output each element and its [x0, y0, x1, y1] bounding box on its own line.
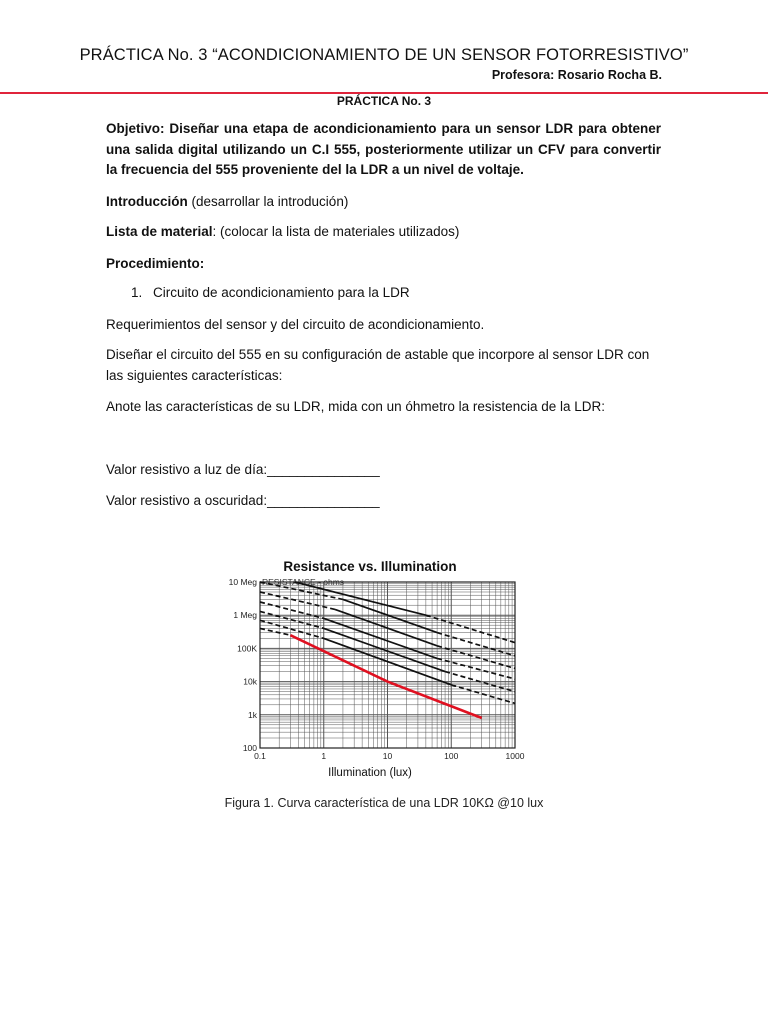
chart-x-tick-label: 1000	[505, 751, 525, 761]
chart-y-tick-label: 10k	[243, 676, 257, 687]
day-resistance-line: Valor resistivo a luz de día:_______________	[106, 462, 380, 477]
resistance-illumination-chart	[215, 552, 535, 784]
intro-line	[106, 192, 661, 213]
chart-y-tick-label: 10 Meg	[228, 577, 257, 587]
chart-y-tick-label: 100K	[237, 643, 257, 654]
chart-title: Resistance vs. Illumination	[283, 559, 457, 574]
figure-caption: Figura 1. Curva característica de una LDR 10KΩ @10 lux	[224, 796, 544, 810]
requirements-line: Requerimientos del sensor y del circuito de acondicionamiento.	[106, 317, 485, 332]
list-item-text: Circuito de acondicionamiento para la LDR	[153, 285, 410, 300]
chart-y-ticks	[229, 577, 258, 753]
list-item	[131, 285, 410, 300]
chart-x-tick-label: 100	[444, 751, 459, 761]
chart-x-tick-label: 0.1	[254, 751, 266, 761]
chart-y-axis-label: RESISTANCE - ohms	[262, 577, 345, 587]
chart-series-c6-ext2	[451, 685, 515, 704]
chart-x-tick-label: 1	[321, 751, 327, 761]
materials-text: : (colocar la lista de materiales utilizados)	[212, 224, 460, 239]
chart-series-c3-ext2	[437, 646, 515, 669]
procedure-heading: Procedimiento:	[106, 256, 205, 271]
dark-resistance-line: Valor resistivo a oscuridad:_______________	[106, 493, 380, 508]
chart-x-ticks	[254, 751, 525, 761]
list-number: 1.	[131, 285, 143, 300]
materials-line	[106, 222, 661, 243]
chart-series-c2-ext	[343, 599, 437, 632]
chart-y-tick-label: 1k	[248, 709, 257, 720]
chart-x-tick-label: 10	[382, 751, 393, 761]
chart-series-c7	[260, 628, 290, 635]
chart-y-tick-label: 1 Meg	[233, 610, 257, 621]
intro-text: (desarrollar la introdución)	[187, 194, 349, 209]
objective-paragraph: Objetivo: Diseñar una etapa de acondicionamiento para un sensor LDR para obtener una salida digital utilizando un C.I 555, posteriormente utilizar un CFV para convertir la frecuencia del 555 proveniente del la LDR a un nivel de voltaje.	[106, 121, 661, 177]
practice-subtitle: PRÁCTICA No. 3	[336, 94, 432, 108]
design-paragraph: Diseñar el circuito del 555 en su configuración de astable que incorpore al sensor LDR con las siguientes características:	[106, 347, 650, 383]
chart-series-c4	[260, 602, 324, 618]
chart-series-c5	[260, 611, 324, 628]
chart-x-axis-label: Illumination (lux)	[328, 767, 412, 779]
chart-grid	[260, 582, 515, 748]
header-title: PRÁCTICA No. 3 “ACONDICIONAMIENTO DE UN SENSOR FOTORRESISTIVO”	[79, 46, 689, 64]
materials-label: Lista de material	[106, 224, 213, 239]
chart-y-tick-label: 100	[242, 743, 257, 753]
professor-name: Profesora: Rosario Rocha B.	[491, 68, 662, 82]
intro-label: Introducción	[106, 194, 188, 209]
chart-series-c2-ext2	[437, 633, 515, 656]
annotate-line: Anote las características de su LDR, mida con un óhmetro la resistencia de la LDR:	[106, 399, 605, 414]
chart-series-ldr-10k	[290, 635, 481, 718]
